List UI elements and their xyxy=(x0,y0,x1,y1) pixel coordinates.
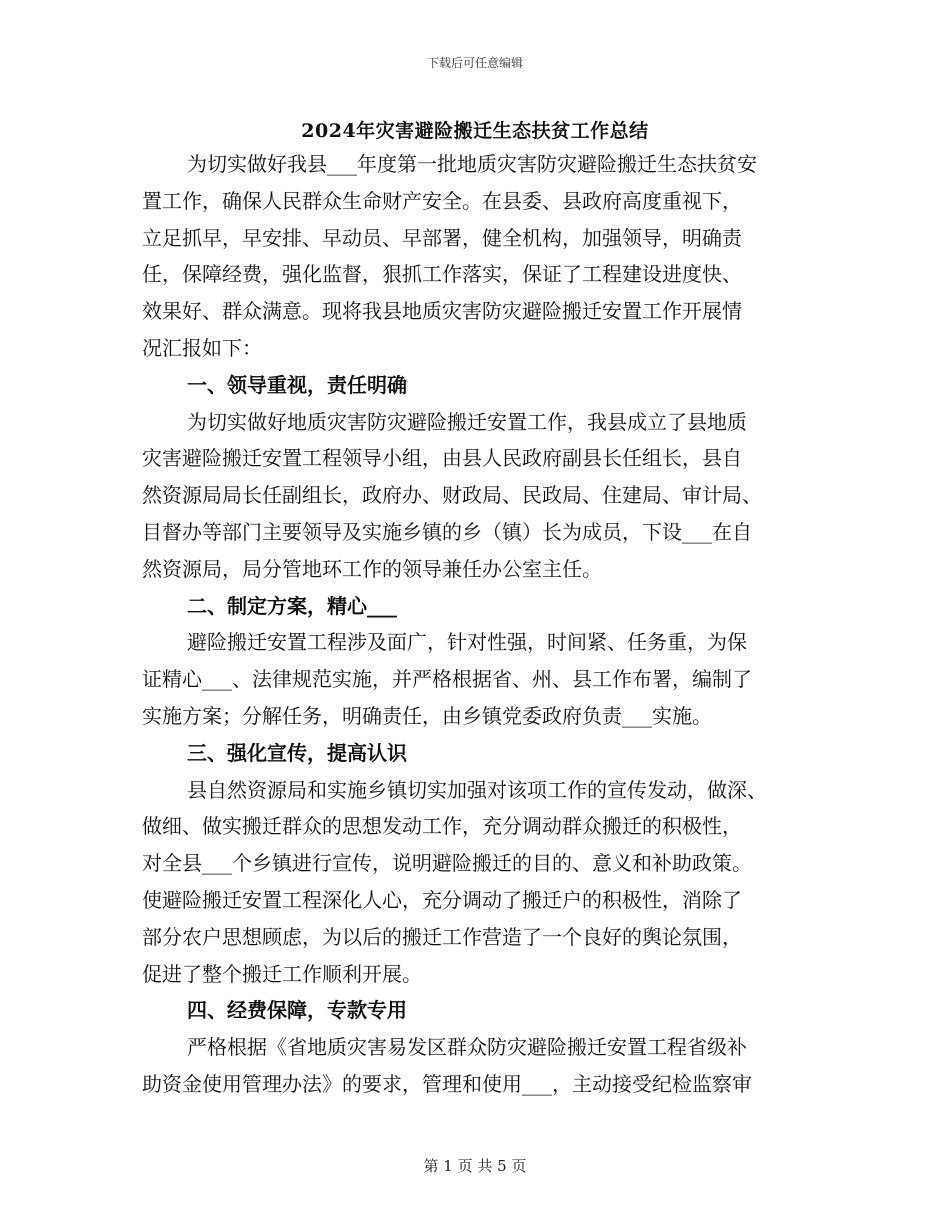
body-text-line: 实施方案；分解任务，明确责任，由乡镇党委政府负责___实施。 xyxy=(142,704,712,728)
page-footer: 第 1 页 共 5 页 xyxy=(423,1157,527,1175)
body-text-line: 然资源局局长任副组长，政府办、财政局、民政局、住建局、审计局、 xyxy=(142,483,762,508)
document-title: 2024年灾害避险搬迁生态扶贫工作总结 xyxy=(301,120,649,142)
body-text-line: 为切实做好地质灾害防灾避险搬迁安置工作，我县成立了县地质 xyxy=(187,409,747,434)
body-text-line: 立足抓早，早安排、早动员、早部署，健全机构，加强领导，明确责 xyxy=(142,225,742,250)
body-text-line: 做细、做实搬迁群众的思想发动工作，充分调动群众搬迁的积极性， xyxy=(142,814,742,839)
body-text-line: 县自然资源局和实施乡镇切实加强对该项工作的宣传发动，做深、 xyxy=(187,777,767,802)
section-heading: 四、经费保障，专款专用 xyxy=(187,998,407,1023)
section-heading: 二、制定方案，精心___ xyxy=(187,593,397,618)
body-text-line: 置工作，确保人民群众生命财产安全。在县委、县政府高度重视下， xyxy=(142,188,742,213)
body-text-line: 避险搬迁安置工程涉及面广，针对性强，时间紧、任务重，为保 xyxy=(187,630,747,655)
body-text-line: 使避险搬迁安置工程深化人心，充分调动了搬迁户的积极性，消除了 xyxy=(142,888,742,912)
body-text-line: 任，保障经费，强化监督，狠抓工作落实，保证了工程建设进度快、 xyxy=(142,262,742,287)
body-text-line: 严格根据《省地质灾害易发区群众防灾避险搬迁安置工程省级补 xyxy=(187,1035,747,1060)
body-text-line: 对全县___个乡镇进行宣传，说明避险搬迁的目的、意义和补助政策。 xyxy=(142,851,752,876)
body-text-line: 证精心___、法律规范实施，并严格根据省、州、县工作布署，编制了 xyxy=(142,667,752,692)
body-text-line: 为切实做好我县___年度第一批地质灾害防灾避险搬迁生态扶贫安 xyxy=(187,152,757,176)
body-text-line: 然资源局，局分管地环工作的领导兼任办公室主任。 xyxy=(142,556,602,581)
body-text-line: 目督办等部门主要领导及实施乡镇的乡（镇）长为成员，下设___在自 xyxy=(142,520,752,544)
body-text-line: 效果好、群众满意。现将我县地质灾害防灾避险搬迁安置工作开展情 xyxy=(142,299,742,324)
header-note: 下载后可任意编辑 xyxy=(426,56,523,70)
body-text-line: 助资金使用管理办法》的要求，管理和使用___，主动接受纪检监察审 xyxy=(142,1072,752,1096)
body-text-line: 促进了整个搬迁工作顺利开展。 xyxy=(142,961,422,986)
section-heading: 一、领导重视，责任明确 xyxy=(187,372,407,397)
body-text-line: 灾害避险搬迁安置工程领导小组，由县人民政府副县长任组长，县自 xyxy=(142,446,742,471)
section-heading: 三、强化宣传，提高认识 xyxy=(187,740,407,765)
body-text-line: 况汇报如下： xyxy=(142,336,262,360)
body-text-line: 部分农户思想顾虑，为以后的搬迁工作营造了一个良好的舆论氛围， xyxy=(142,924,742,949)
